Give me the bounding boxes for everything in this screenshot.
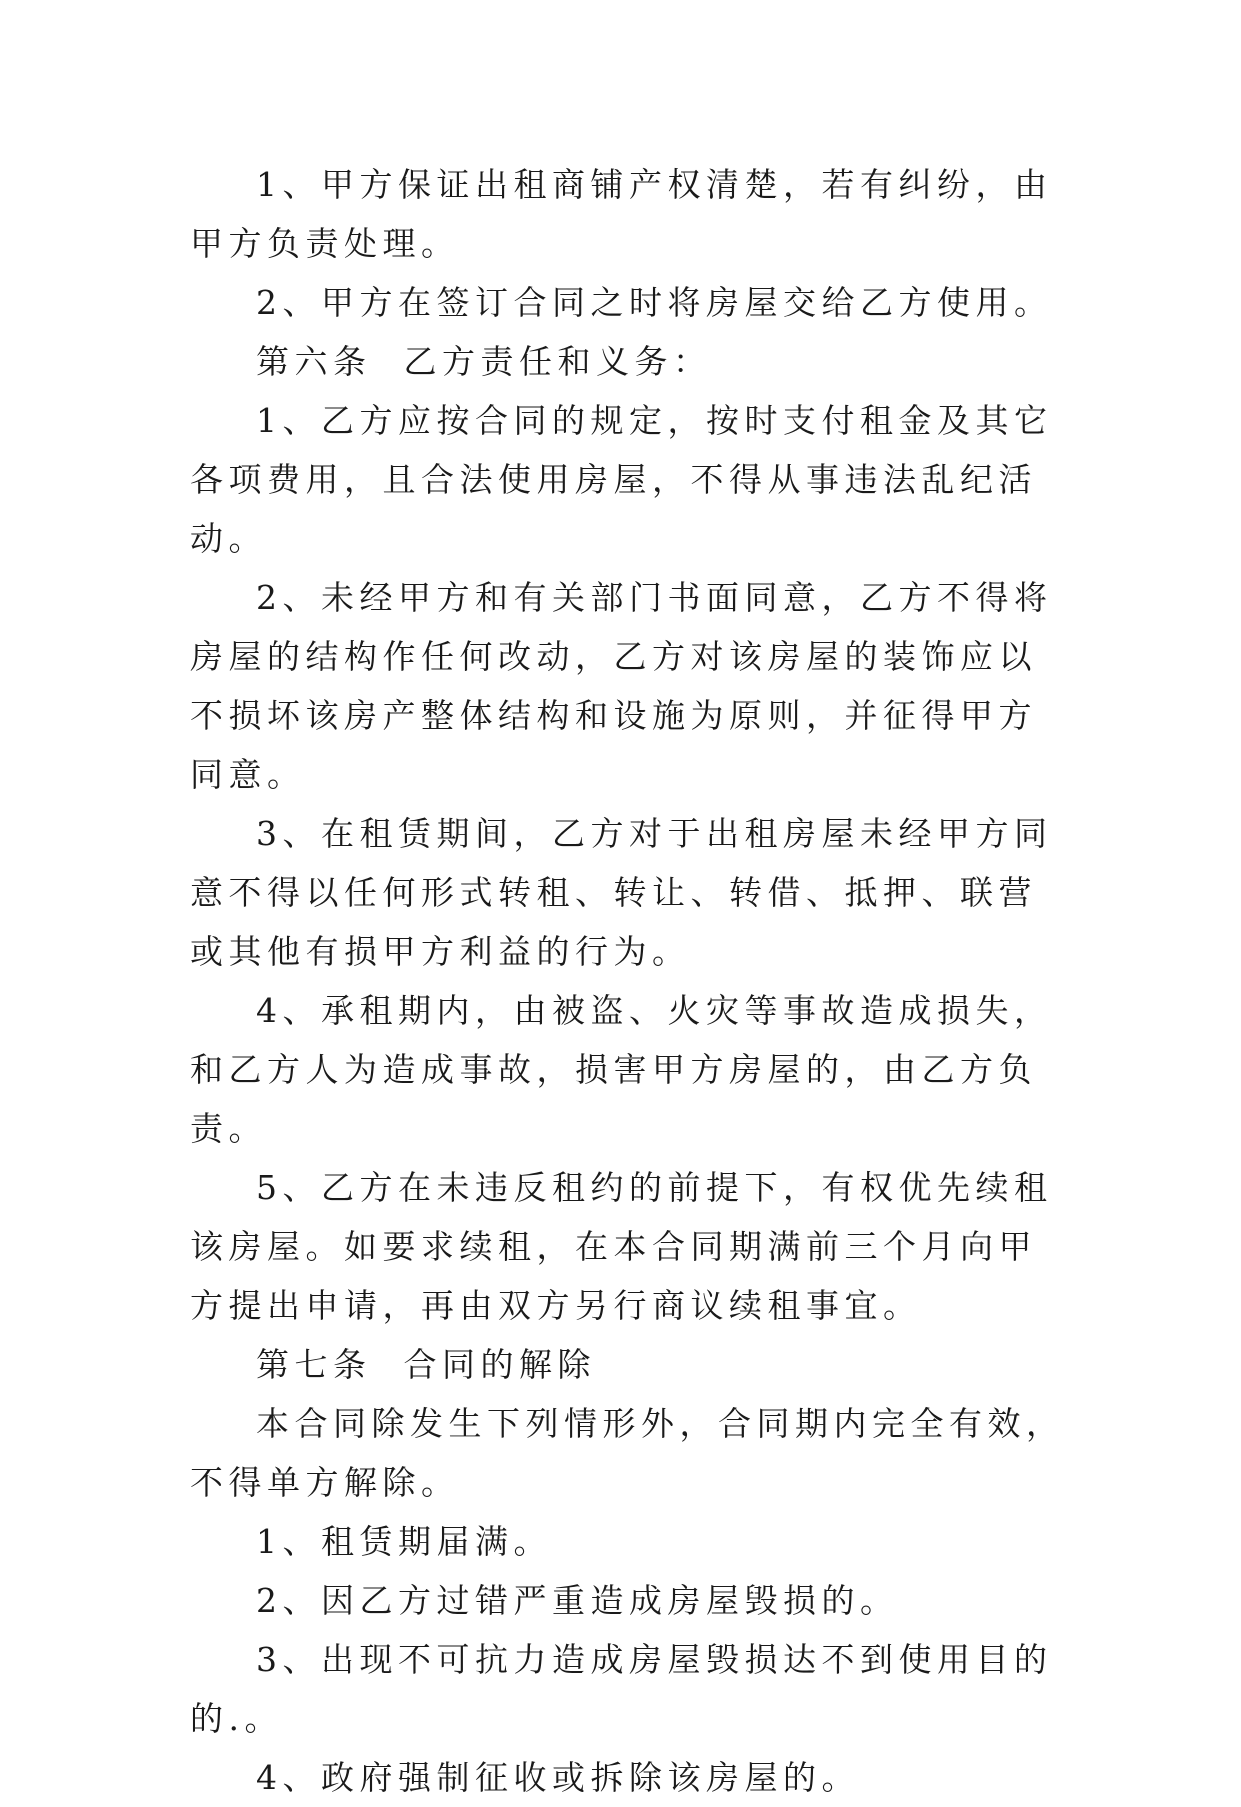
clause-paragraph: 4、承租期内，由被盗、火灾等事故造成损失，和乙方人为造成事故，损害甲方房屋的，由乙方负责。	[190, 991, 1053, 1148]
clause-paragraph: 2、甲方在签订合同之时将房屋交给乙方使用。	[256, 283, 1053, 322]
clause-paragraph: 3、出现不可抗力造成房屋毁损达不到使用目的的.。	[190, 1640, 1053, 1738]
clause-paragraph: 1、租赁期届满。	[256, 1522, 552, 1561]
article-heading: 第六条 乙方责任和义务：	[256, 342, 712, 381]
clause-paragraph: 2、未经甲方和有关部门书面同意，乙方不得将房屋的结构作任何改动，乙方对该房屋的装饰应以不损坏该房产整体结构和设施为原则，并征得甲方同意。	[190, 578, 1053, 794]
clause-paragraph: 本合同除发生下列情形外，合同期内完全有效，不得单方解除。	[190, 1404, 1065, 1502]
clause-paragraph: 5、乙方在未违反租约的前提下，有权优先续租该房屋。如要求续租，在本合同期满前三个月向甲方提出申请，再由双方另行商议续租事宜。	[190, 1168, 1053, 1325]
document-body	[190, 155, 1070, 1807]
clause-paragraph: 1、乙方应按合同的规定，按时支付租金及其它各项费用，且合法使用房屋，不得从事违法乱纪活动。	[190, 401, 1053, 558]
clause-paragraph: 2、因乙方过错严重造成房屋毁损的。	[256, 1581, 899, 1620]
clause-paragraph: 1、甲方保证出租商铺产权清楚，若有纠纷，由甲方负责处理。	[190, 165, 1053, 263]
clause-paragraph: 3、在租赁期间，乙方对于出租房屋未经甲方同意不得以任何形式转租、转让、转借、抵押、联营或其他有损甲方利益的行为。	[190, 814, 1053, 971]
clause-paragraph: 4、政府强制征收或拆除该房屋的。	[256, 1758, 860, 1797]
article-heading: 第七条 合同的解除	[256, 1345, 596, 1384]
